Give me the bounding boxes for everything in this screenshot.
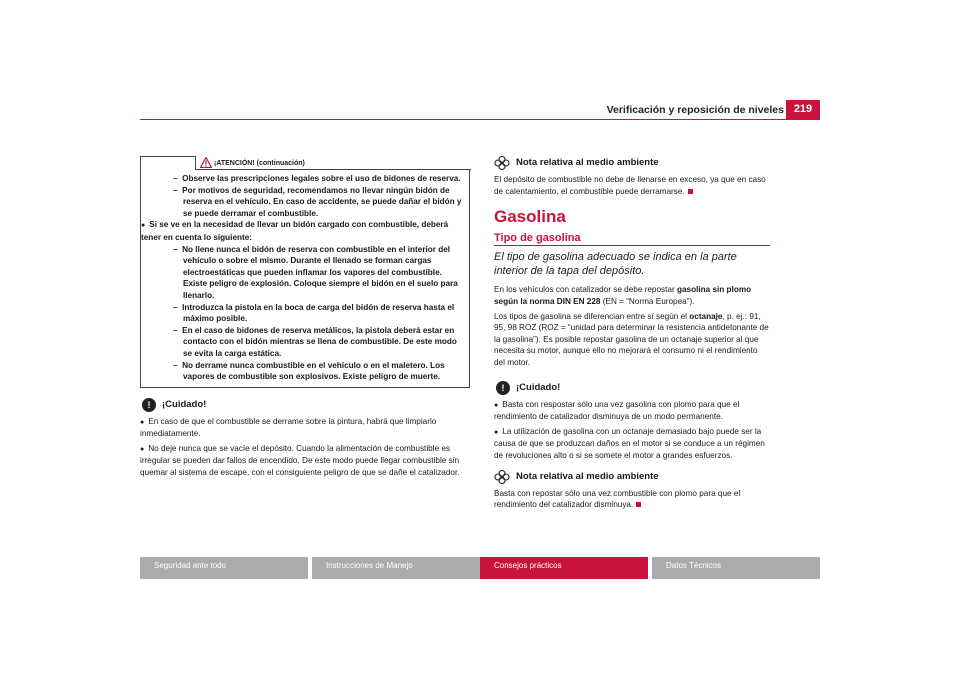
header-rule: [140, 119, 820, 120]
env-note-heading: [494, 470, 770, 484]
caution-item: ● La utilización de gasolina con un octanaje demasiado bajo puede ser la causa de que se produzcan daños en el motor si se conduce a un régimen de revoluciones alto o si se somete el motor a grandes esfuerzos.: [494, 426, 765, 460]
end-mark-icon: [636, 502, 641, 507]
caution-title: ¡Cuidado!: [162, 398, 207, 410]
paragraph: Los tipos de gasolina se diferencian entre sí según el octanaje, p. ej.: 91, 95, 98 ROZ (ROZ = “unidad para determinar la resistencia antidetonante de la gasolina”). Es posible repostar gasolina de un octanaje superior al que necesita su motor, aunque ello no mejorará el consumo ni el rendimiento del motor.: [494, 311, 769, 367]
env-note-text: Basta con repostar sólo una vez combustible con plomo para que el rendimiento del catalizador disminuya.: [494, 488, 741, 510]
footer-tab-instrucciones[interactable]: Instrucciones de Manejo: [312, 557, 480, 579]
env-note-text: El depósito de combustible no debe de llenarse en exceso, ya que en caso de calentamiento, el combustible puede derramarse.: [494, 175, 766, 196]
right-column: [494, 156, 770, 514]
caution-item: ● Basta con respostar sólo una vez gasolina con plomo para que el rendimiento de catalizador disminuya de un modo permanente.: [494, 399, 740, 422]
exclamation-icon: !: [142, 398, 156, 412]
paragraph: En los vehículos con catalizador se debe repostar gasolina sin plomo según la norma DIN EN 228 (EN = “Norma Europea”).: [494, 285, 752, 306]
section-heading-gasolina: Gasolina: [494, 207, 566, 227]
warning-item: – Introduzca la pistola en la boca de carga del bidón de reserva hasta el máximo posible.: [173, 302, 455, 324]
flower-icon: [494, 470, 510, 484]
caution-heading: [494, 381, 770, 395]
footer-tab-seguridad[interactable]: Seguridad ante todo: [140, 557, 308, 579]
warning-item: – No derrame nunca combustible en el vehículo o en el maletero. Los vapores de combustible son explosivos. Existe peligro de muerte.: [173, 360, 445, 382]
caution-title: ¡Cuidado!: [516, 381, 561, 393]
page-number: 219: [786, 100, 820, 119]
footer-tab-datos[interactable]: Datos Técnicos: [652, 557, 820, 579]
exclamation-icon: !: [496, 381, 510, 395]
warning-item: ● Si se ve en la necesidad de llevar un bidón cargado con combustible, deberá tener en cuenta lo siguiente:: [141, 220, 449, 242]
warning-label-tab: [195, 156, 471, 170]
caution-item: ● En caso de que el combustible se derrame sobre la pintura, habrá que limpiarlo inmediatamente.: [140, 416, 437, 439]
lead-text: El tipo de gasolina adecuado se indica en la parte interior de la tapa del depósito.: [494, 251, 737, 278]
subheading-tipo-gasolina: Tipo de gasolina: [494, 233, 770, 247]
warning-triangle-icon: [200, 157, 212, 168]
page-header-title: Verificación y reposición de niveles: [606, 104, 784, 116]
warning-item: – No llene nunca el bidón de reserva con combustible en el interior del vehículo o sobre el mismo. Durante el llenado se forman cargas electroestáticas que pueden inflamar los vapores del combustible. Existe peligro de explosión. Coloque siempre el bidón en el suelo para llenarlo.: [173, 244, 458, 300]
flower-icon: [494, 156, 510, 170]
end-mark-icon: [688, 189, 693, 194]
env-note-title: Nota relativa al medio ambiente: [516, 157, 659, 169]
warning-box: [140, 156, 470, 388]
warning-item: – Observe las prescripciones legales sobre el uso de bidones de reserva.: [173, 174, 461, 183]
warning-label: ¡ATENCIÓN! (continuación): [214, 160, 305, 167]
warning-item: – Por motivos de seguridad, recomendamos no llevar ningún bidón de reserva en el vehículo. En caso de accidente, se puede dañar el bidón y se puede derramar el combustible.: [173, 185, 462, 218]
warning-item: – En el caso de bidones de reserva metálicos, la pistola deberá estar en contacto con el bidón mientras se llena de combustible. De este modo se evita la carga estática.: [173, 325, 457, 358]
left-column: [140, 156, 470, 482]
caution-heading: [140, 398, 470, 412]
env-note-title: Nota relativa al medio ambiente: [516, 470, 659, 482]
caution-item: ● No deje nunca que se vacíe el depósito. Cuando la alimentación de combustible es irregular se pueden dar fallos de encendido. De este modo puede llegar combustible sin quemar al sistema de escape, con el consiguiente peligro de que se dañe el catalizador.: [140, 443, 460, 478]
footer-tab-consejos[interactable]: Consejos prácticos: [480, 557, 648, 579]
env-note-heading: [494, 156, 770, 170]
